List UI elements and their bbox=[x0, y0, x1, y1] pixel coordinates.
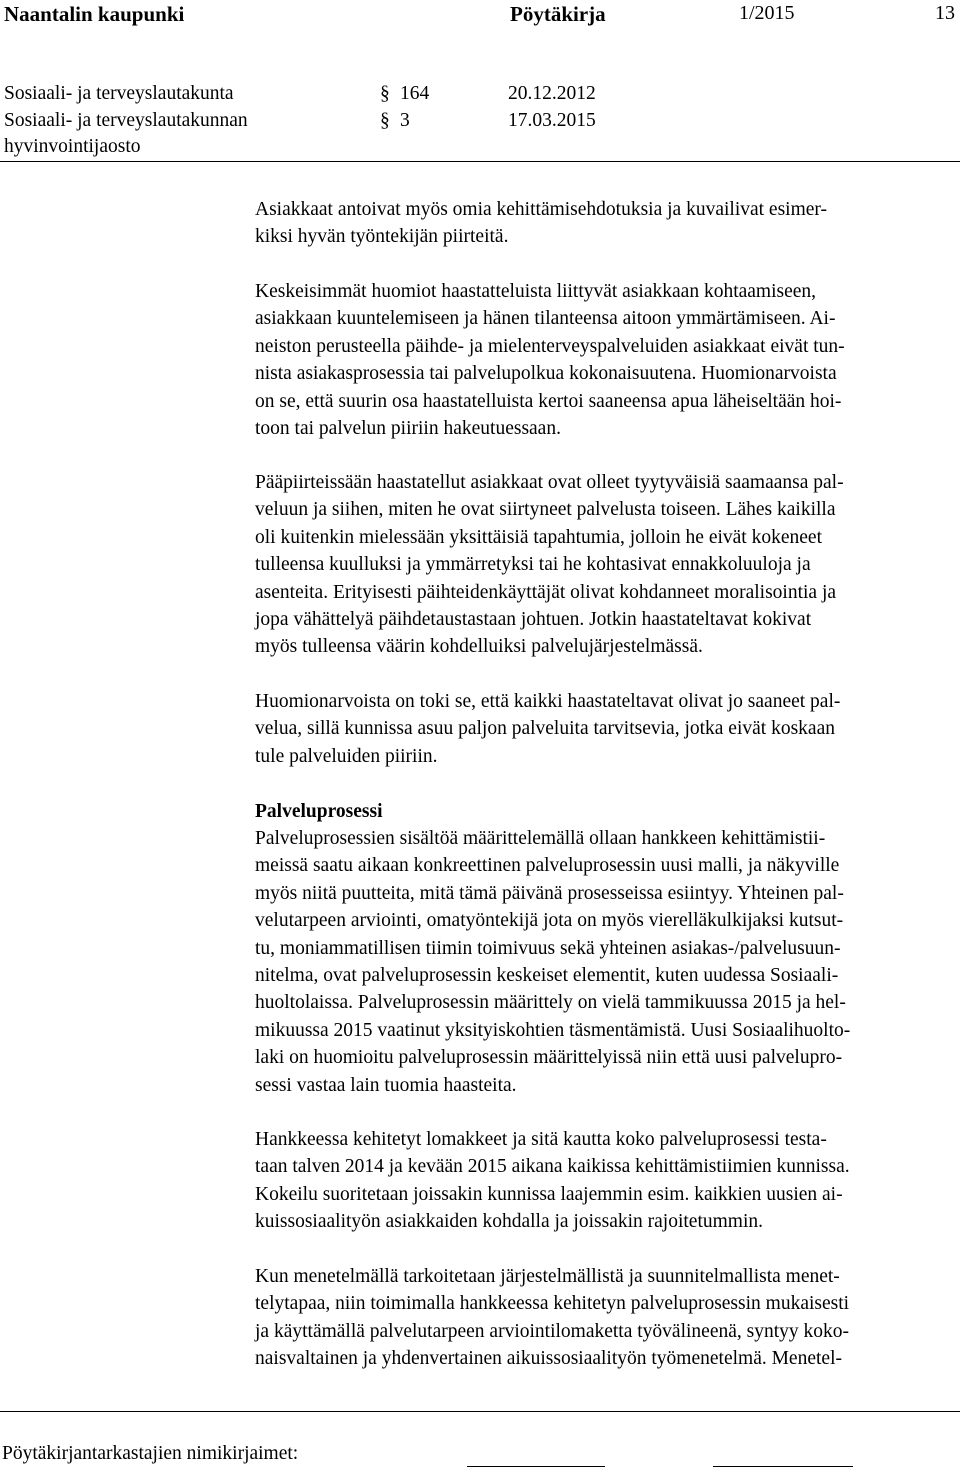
text-line: tu, moniammatillisen tiimin toimivuus sekä yhteinen asiakas-/palvelusuun- bbox=[255, 937, 841, 959]
text-line: nista asiakasprosessia tai palvelupolkua kokonaisuutena. Huomionarvoista bbox=[255, 363, 837, 385]
page-number: 13 bbox=[935, 2, 955, 24]
paragraph-5 bbox=[255, 825, 960, 1099]
text-line: taan talven 2014 ja kevään 2015 aikana kaikissa kehittämistiimien kunnissa. bbox=[255, 1156, 850, 1178]
paragraph-2 bbox=[255, 278, 960, 442]
text-line: neiston perusteella päihde- ja mielenterveyspalveluiden asiakkaat eivät tun- bbox=[255, 335, 845, 357]
text-line: myös tulleensa väärin kohdelluiksi palvelujärjestelmässä. bbox=[255, 636, 703, 658]
meeting-date: 17.03.2015 bbox=[508, 110, 596, 131]
text-line: asiakkaan kuuntelemiseen ja hänen tilanteensa aitoon ymmärtämiseen. Ai- bbox=[255, 308, 836, 330]
footer-divider bbox=[0, 1411, 960, 1412]
issue-number: 1/2015 bbox=[739, 2, 795, 24]
meeting-body: Sosiaali- ja terveyslautakunnan bbox=[4, 110, 248, 131]
text-line: Keskeisimmät huomiot haastatteluista liittyvät asiakkaan kohtaamiseen, bbox=[255, 281, 817, 302]
text-line: ja käyttämällä palvelutarpeen arviointilomaketta työvälineenä, syntyy koko- bbox=[255, 1320, 850, 1342]
meeting-body: Sosiaali- ja terveyslautakunta bbox=[4, 83, 234, 104]
text-line: tulleensa kuulluksi ja ymmärretyksi tai he kohtasivat ennakkoluuloja ja bbox=[255, 554, 811, 576]
paragraph-4 bbox=[255, 688, 960, 770]
signature-line bbox=[713, 1466, 853, 1467]
text-line: kuissosiaalityön asiakkaiden kohdalla ja joissakin rajoitetummin. bbox=[255, 1211, 763, 1233]
text-line: Pääpiirteissään haastatellut asiakkaat ovat olleet tyytyväisiä saamaansa pal- bbox=[255, 472, 844, 493]
text-line: meissä saatu aikaan konkreettinen palveluprosessin uusi malli, ja näkyville bbox=[255, 855, 840, 877]
text-line: naisvaltainen ja yhdenvertainen aikuissosiaalityön työmenetelmä. Menetel- bbox=[255, 1348, 842, 1370]
document-type: Pöytäkirja bbox=[510, 2, 606, 26]
paragraph-7 bbox=[255, 1263, 960, 1373]
paragraph-3 bbox=[255, 469, 960, 661]
text-line: oli kuitenkin mielessään yksittäisiä tapahtumia, jolloin he eivät kokeneet bbox=[255, 526, 822, 548]
text-line: jopa vähättelyä päihdetaustastaan johtuen. Jotkin haastateltavat kokivat bbox=[255, 609, 812, 631]
paragraph-1 bbox=[255, 196, 960, 251]
section-heading: Palveluprosessi bbox=[255, 801, 383, 822]
meeting-body-line2: hyvinvointijaosto bbox=[4, 136, 141, 157]
text-line: nitelma, ovat palveluprosessin keskeiset elementit, kuten uudessa Sosiaali- bbox=[255, 965, 839, 987]
text-line: Hankkeessa kehitetyt lomakkeet ja sitä kautta koko palveluprosessi testa- bbox=[255, 1129, 827, 1150]
text-line: Kokeilu suoritetaan joissakin kunnissa laajemmin esim. kaikkien uusien ai- bbox=[255, 1183, 843, 1205]
text-line: tule palveluiden piiriin. bbox=[255, 745, 438, 767]
text-line: veluun ja siihen, miten he ovat siirtyneet palvelusta toiseen. Lähes kaikilla bbox=[255, 499, 836, 521]
text-line: velua, sillä kunnissa asuu paljon palveluita tarvitsevia, jotka eivät koskaan bbox=[255, 718, 835, 740]
text-line: Huomionarvoista on toki se, että kaikki haastateltavat olivat jo saaneet pal- bbox=[255, 691, 841, 712]
section-symbol: § bbox=[380, 110, 390, 131]
text-line: sessi vastaa lain tuomia haasteita. bbox=[255, 1074, 517, 1096]
text-line: mikuussa 2015 vaatinut yksityiskohtien täsmentämistä. Uusi Sosiaalihuolto- bbox=[255, 1019, 851, 1041]
text-line: velutarpeen arviointi, omatyöntekijä jota on myös vierelläkulkijaksi kutsut- bbox=[255, 910, 844, 932]
meeting-section: 164 bbox=[400, 83, 430, 104]
meeting-section: 3 bbox=[400, 110, 410, 131]
text-line: telytapaa, niin toimimalla hankkeessa kehitetyn palveluprosessin mukaisesti bbox=[255, 1293, 850, 1315]
text-line: laki on huomioitu palveluprosessin määrittelyissä niin että uusi palvelupro- bbox=[255, 1047, 843, 1069]
text-line: huoltolaissa. Palveluprosessin määrittely on vielä tammikuussa 2015 ja hel- bbox=[255, 992, 846, 1014]
text-line: myös niitä puutteita, mitä tämä päivänä prosesseissa esiintyy. Yhteinen pal- bbox=[255, 882, 844, 904]
text-line: kiksi hyvän työntekijän piirteitä. bbox=[255, 226, 509, 248]
meeting-date: 20.12.2012 bbox=[508, 83, 596, 104]
signature-label: Pöytäkirjantarkastajien nimikirjaimet: bbox=[2, 1443, 299, 1464]
section-symbol: § bbox=[380, 83, 390, 104]
header-divider bbox=[0, 161, 960, 162]
text-line: Palveluprosessien sisältöä määrittelemällä ollaan hankkeen kehittämistii- bbox=[255, 828, 826, 849]
organization-name: Naantalin kaupunki bbox=[4, 2, 185, 26]
signature-line bbox=[467, 1466, 605, 1467]
text-line: toon tai palvelun piiriin hakeutuessaan. bbox=[255, 418, 561, 440]
text-line: Asiakkaat antoivat myös omia kehittämisehdotuksia ja kuvailivat esimer- bbox=[255, 199, 828, 220]
text-line: Kun menetelmällä tarkoitetaan järjestelmällistä ja suunnitelmallista menet- bbox=[255, 1266, 840, 1287]
paragraph-6 bbox=[255, 1126, 960, 1236]
text-line: asenteita. Erityisesti päihteidenkäyttäjät olivat kohdanneet moralisointia ja bbox=[255, 581, 837, 603]
text-line: on se, että suurin osa haastatelluista kertoi saaneensa apua läheiseltään hoi- bbox=[255, 390, 842, 412]
